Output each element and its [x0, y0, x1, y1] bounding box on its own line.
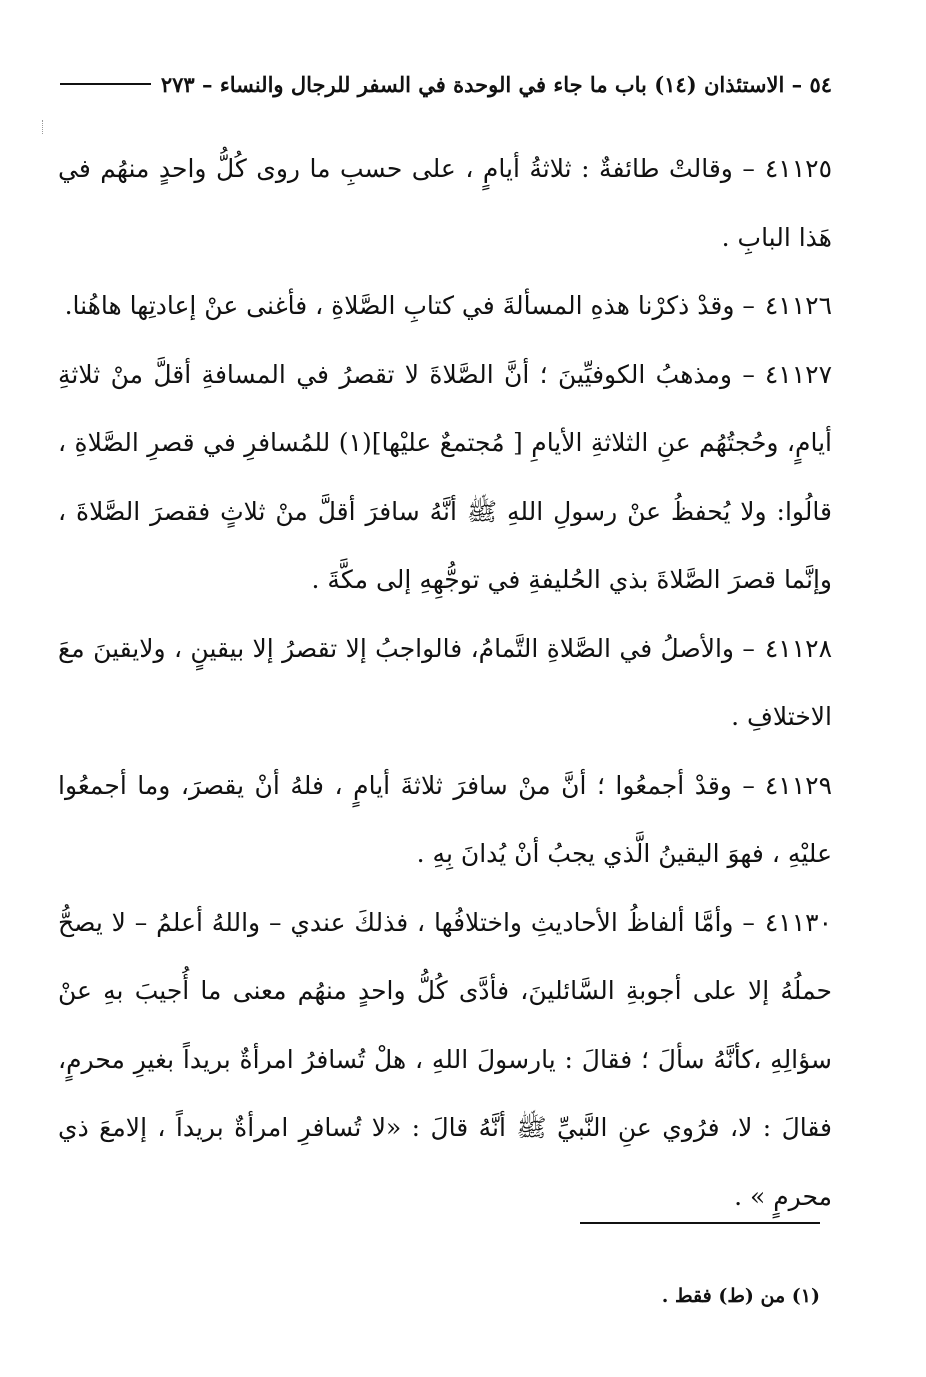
footnote-separator	[580, 1222, 820, 1224]
paragraph-41129	[58, 752, 832, 889]
paragraph-number: ٤١١٢٦	[764, 291, 832, 320]
paragraph-text: – وقالتْ طائفةٌ : ثلاثةُ أيامٍ ، على حسبِ ما روى كُلُّ واحدٍ منهُم في هَذا البابِ .	[58, 154, 832, 252]
paragraph-text: – وأمَّا ألفاظُ الأحاديثِ واختلافُها ، فذلكَ عندي – واللهُ أعلمُ – لا يصحُّ حملُهُ إلا على أجوبةِ السَّائلينَ، فأدَّى كُلُّ واحدٍ منهُم معنى ما أُجيبَ بهِ عنْ سؤالِهِ ،كأنَّهُ سألَ ؛ فقالَ : يارسولَ اللهِ ، هلْ تُسافرُ امرأةٌ بريداً بغيرِ محرمٍ، فقالَ : لا، فرُوي عنِ النَّبيِّ ﷺ أنَّهُ قالَ : «لا تُسافرِ امرأةٌ بريداً ، إلامعَ ذي محرمٍ » .	[58, 907, 832, 1211]
paragraph-number: ٤١١٢٥	[764, 154, 832, 183]
paragraph-number: ٤١١٣٠	[764, 907, 832, 937]
running-header	[60, 64, 832, 104]
scan-edge-mark	[42, 120, 44, 134]
paragraph-text: – وقدْ ذكرْنا هذهِ المسألةَ في كتابِ الصَّلاةِ ، فأغنى عنْ إعادتِها هاهُنا.	[64, 291, 755, 320]
running-header-text: ٥٤ – الاستئذان (١٤) باب ما جاء في الوحدة في السفر للرجال والنساء – ٢٧٣	[160, 71, 832, 97]
paragraph-number: ٤١١٢٩	[764, 770, 832, 800]
header-rule	[60, 83, 151, 85]
paragraph-41125	[58, 135, 832, 272]
paragraph-41127	[58, 341, 832, 615]
paragraph-text: – وقدْ أجمعُوا ؛ أنَّ منْ سافرَ ثلاثةَ أيامٍ ، فلهُ أنْ يقصرَ، وما أجمعُوا عليْهِ ، فهوَ اليقينُ الَّذي يجبُ أنْ يُدانَ بِهِ .	[58, 770, 832, 868]
footnote	[60, 1280, 820, 1312]
footnote-text: (١) من (ط) فقط .	[661, 1285, 820, 1307]
paragraph-41126	[58, 272, 832, 341]
paragraph-41130	[58, 889, 832, 1232]
main-text	[58, 135, 832, 1231]
paragraph-text: – والأصلُ في الصَّلاةِ التَّمامُ، فالواجبُ إلا تقصرُ إلا بيقينٍ ، ولايقينَ معَ الاختلافِ .	[58, 633, 832, 731]
paragraph-41128	[58, 615, 832, 752]
paragraph-number: ٤١١٢٧	[764, 359, 832, 389]
paragraph-number: ٤١١٢٨	[764, 633, 832, 663]
paragraph-text: – ومذهبُ الكوفيِّينَ ؛ أنَّ الصَّلاةَ لا تقصرُ في المسافةِ أقلَّ منْ ثلاثةِ أيامٍ، وحُجتُهُم عنِ الثلاثةِ الأيامِ [ مُجتمعٌ عليْها](١) للمُسافرِ في قصرِ الصَّلاةِ ، قالُوا: ولا يُحفظُ عنْ رسولِ اللهِ ﷺ أنَّهُ سافرَ أقلَّ منْ ثلاثٍ فقصرَ الصَّلاةَ ، وإنَّما قصرَ الصَّلاةَ بذي الحُليفةِ في توجُّهِهِ إلى مكَّةَ .	[58, 359, 832, 594]
